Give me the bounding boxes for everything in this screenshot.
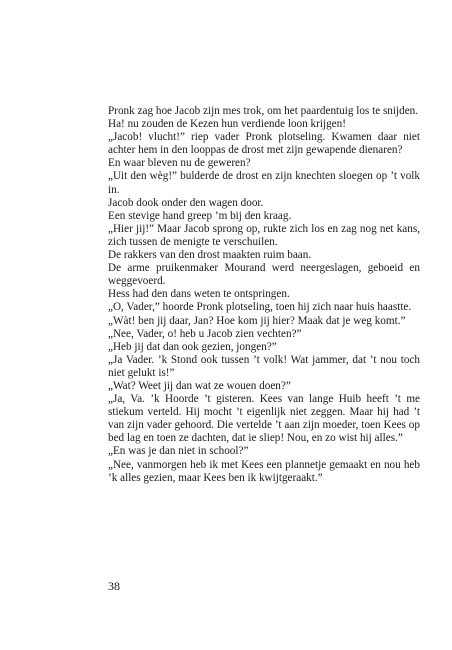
paragraph-20: „Nee, vanmorgen heb ik met Kees een plannetje gemaakt en nou heb ’k alles gezien, maar Kees ben ik kwijtgeraakt.” [108, 458, 420, 484]
paragraph-9: De rakkers van den drost maakten ruim baan. [108, 249, 312, 262]
paragraph-4: En waar bleven nu de geweren? [108, 157, 251, 170]
page-number: 38 [108, 579, 120, 593]
paragraph-14: „Nee, Vader, o! heb u Jacob zien vechten?” [108, 327, 302, 340]
paragraph-11: Hess had den dans weten te ontspringen. [108, 288, 290, 301]
paragraph-16: „Ja Vader. ’k Stond ook tussen ’t volk! Wat jammer, dat ’t nou toch niet gelukt is!” [108, 353, 420, 379]
paragraph-19: „En was je dan niet in school?” [108, 445, 249, 458]
paragraph-10: De arme pruikenmaker Mourand werd neergeslagen, geboeid en weggevoerd. [108, 262, 420, 288]
paragraph-6: Jacob dook onder den wagen door. [108, 196, 264, 209]
paragraph-17: „Wat? Weet jij dan wat ze wouen doen?” [108, 379, 291, 392]
paragraph-8: „Hier jij!” Maar Jacob sprong op, rukte zich los en zag nog net kans, zich tussen de menigte te verschuilen. [108, 222, 420, 248]
paragraph-18: „Ja, Va. ’k Hoorde ’t gisteren. Kees van lange Huib heeft ’t me stiekum verteld. Hij mocht ’t eigenlijk niet zeggen. Maar hij had ’t van zijn vader gehoord. Die vertelde ’t aan zijn moeder, toen Kees op bed lag en toen ze dachten, dat ie sliep! Nou, en zo wist hij alles.” [108, 393, 420, 445]
paragraph-15: „Heb jij dat dan ook gezien, jongen?” [108, 340, 277, 353]
paragraph-12: „O, Vader,” hoorde Pronk plotseling, toen hij zich naar huis haastte. [108, 301, 412, 314]
paragraph-7: Een stevige hand greep ’m bij den kraag. [108, 209, 292, 222]
body-text [108, 105, 420, 485]
paragraph-3: „Jacob! vlucht!” riep vader Pronk plotseling. Kwamen daar niet achter hem in den looppas de drost met zijn gewapende dienaren? [108, 131, 420, 157]
paragraph-1: Pronk zag hoe Jacob zijn mes trok, om het paardentuig los te snijden. [108, 105, 419, 117]
paragraph-2: Ha! nu zouden de Kezen hun verdiende loon krijgen! [108, 118, 346, 131]
paragraph-13: „Wàt! ben jij daar, Jan? Hoe kom jij hier? Maak dat je weg komt.” [108, 314, 406, 327]
paragraph-5: „Uit den wèg!” bulderde de drost en zijn knechten sloegen op ’t volk in. [108, 170, 420, 196]
